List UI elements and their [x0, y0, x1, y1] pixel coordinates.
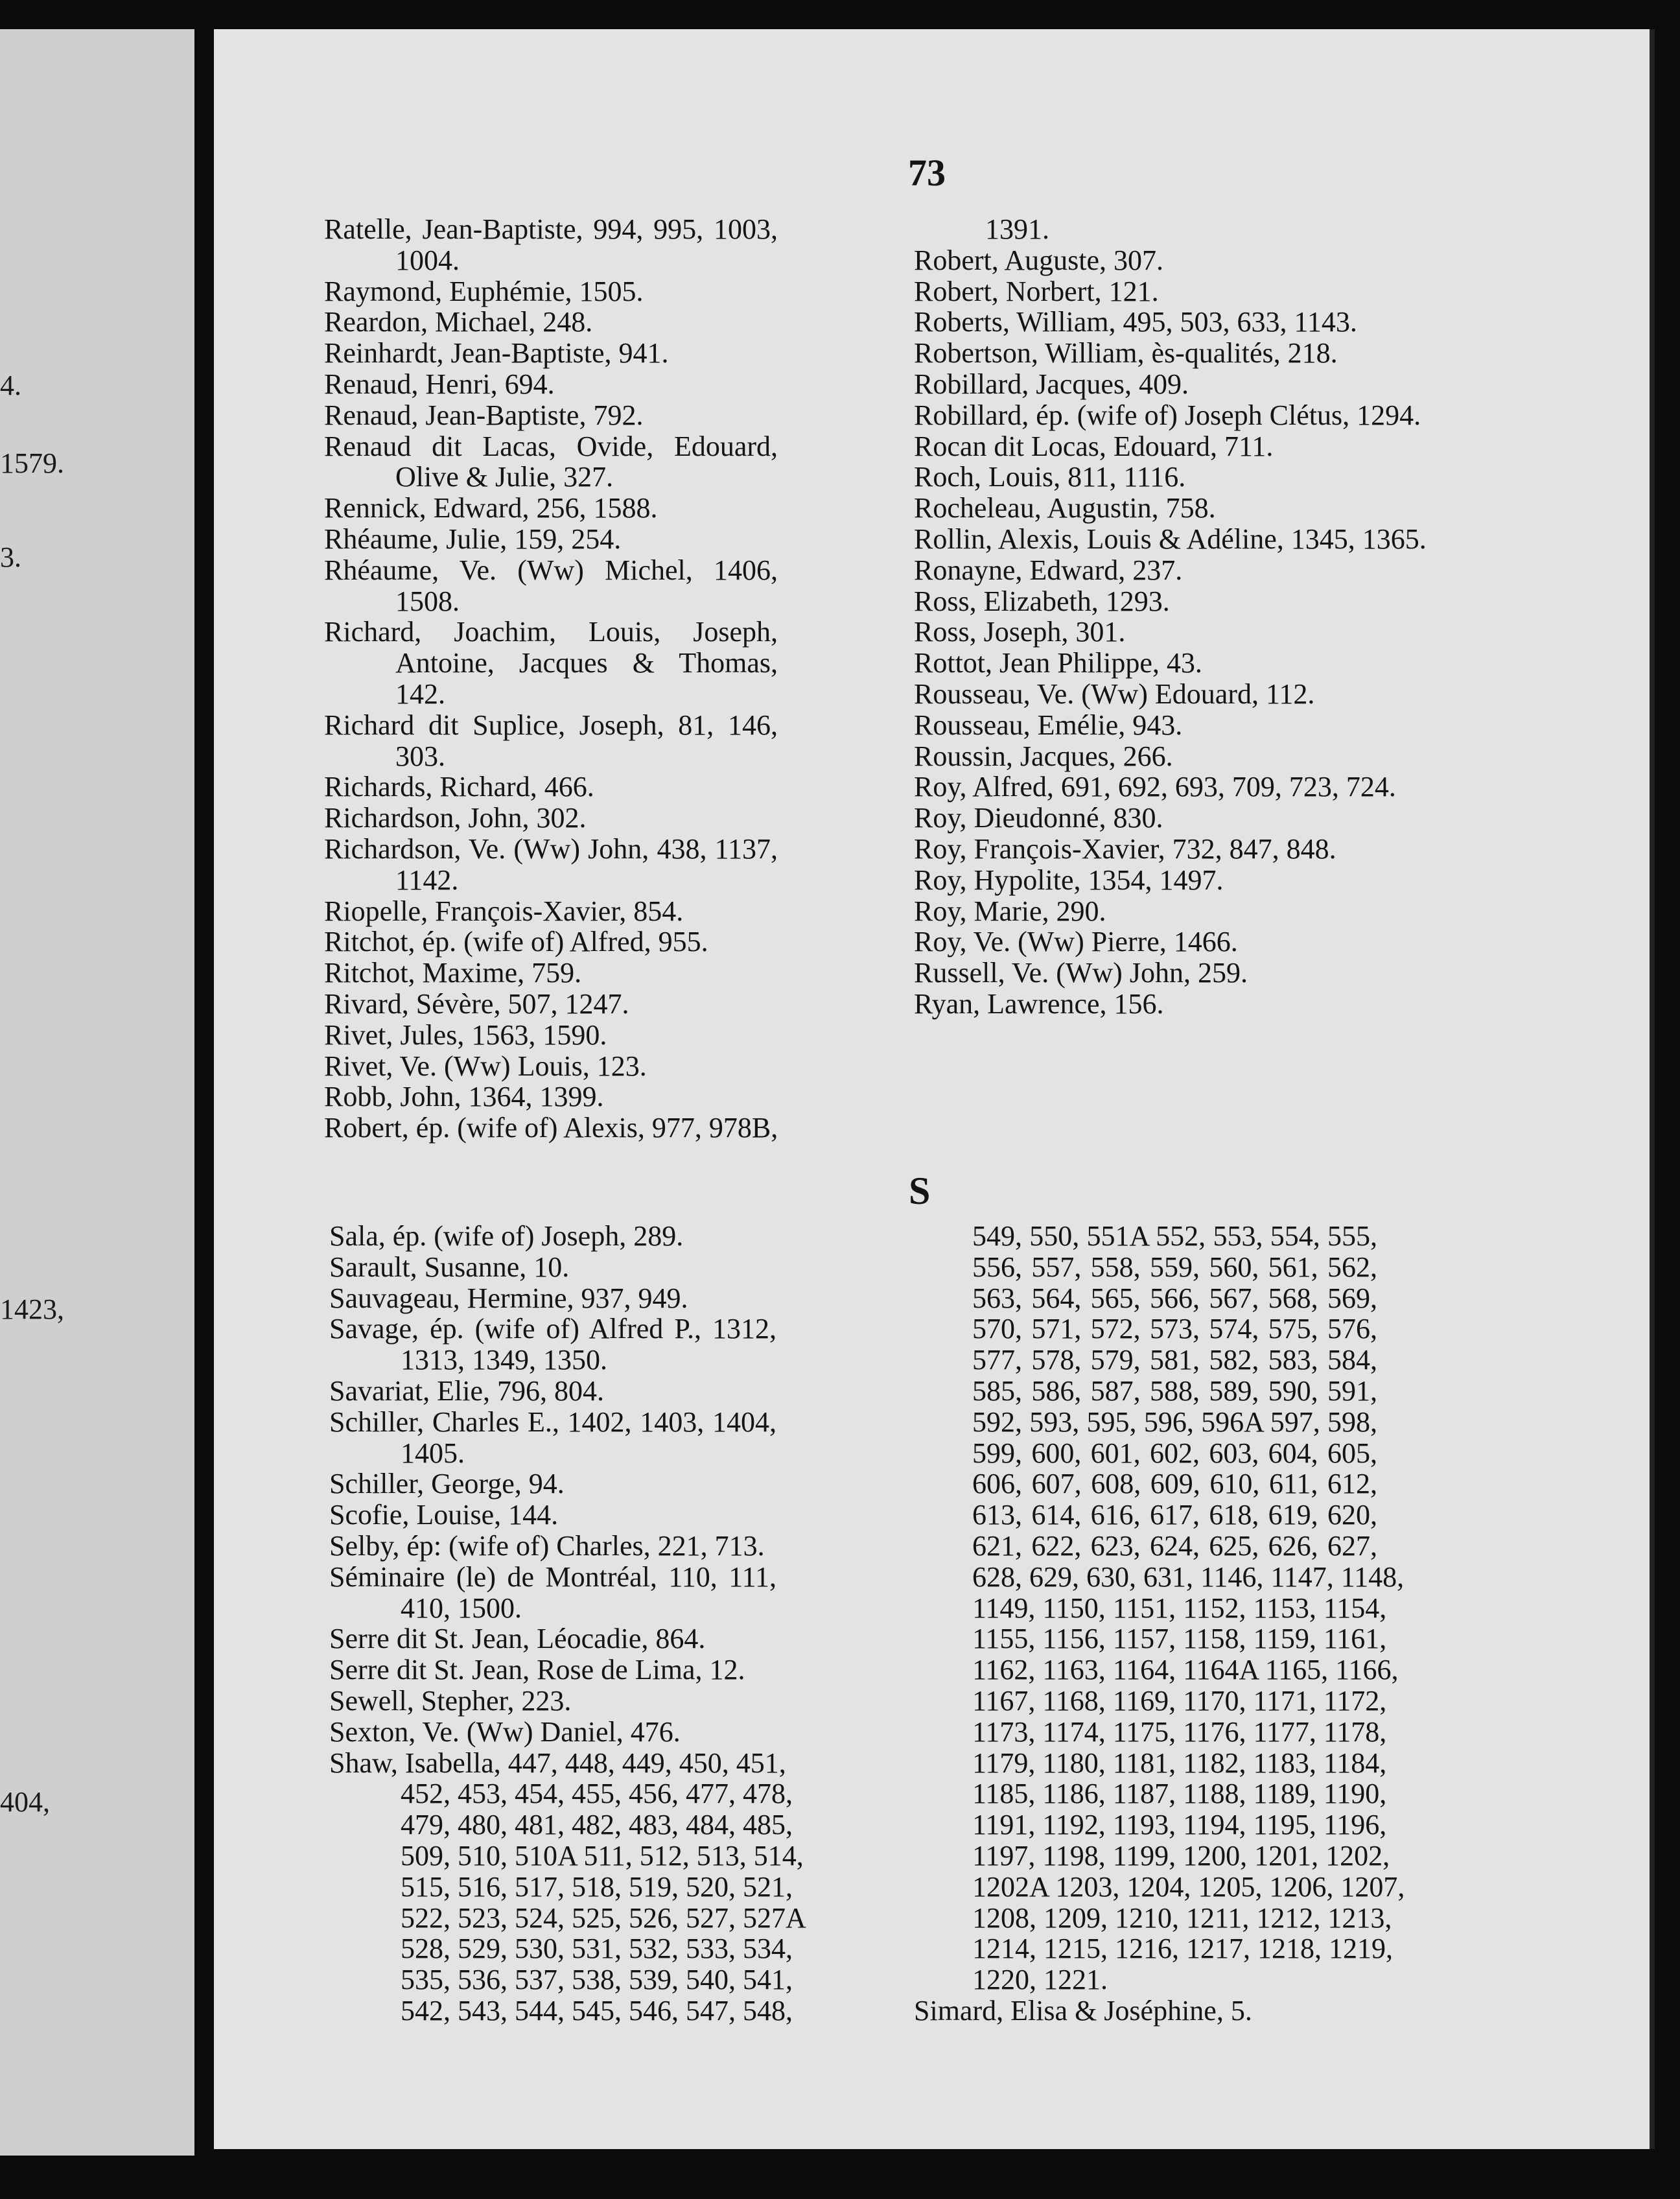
adjacent-fragment: 1423, [0, 1293, 64, 1325]
number-line: 1202A 1203, 1204, 1205, 1206, 1207, [972, 1870, 1405, 1903]
index-entry: Raymond, Euphémie, 1505. [324, 275, 644, 307]
number-line: 585, 586, 587, 588, 589, 590, 591, [972, 1374, 1377, 1407]
index-entry: Ross, Joseph, 301. [914, 616, 1126, 648]
index-entry: Richardson, Ve. (Ww) John, 438, 1137, 1142. [324, 832, 778, 896]
index-entry: Roy, François-Xavier, 732, 847, 848. [914, 832, 1336, 865]
index-entry: Rennick, Edward, 256, 1588. [324, 492, 658, 524]
index-entry: Rottot, Jean Philippe, 43. [914, 647, 1202, 679]
index-entry-continuation: 1391. [985, 213, 1049, 245]
number-line: 549, 550, 551A 552, 553, 554, 555, [972, 1220, 1377, 1252]
number-line: 1214, 1215, 1216, 1217, 1218, 1219, [972, 1933, 1393, 1965]
right-column-s-entries [914, 1220, 1405, 2027]
index-entry: Ratelle, Jean-Baptiste, 994, 995, 1003, 1004. [324, 213, 778, 276]
number-line: 570, 571, 572, 573, 574, 575, 576, [972, 1313, 1377, 1345]
number-line: 1167, 1168, 1169, 1170, 1171, 1172, [972, 1684, 1387, 1717]
left-column-r-entries [324, 214, 778, 1144]
adjacent-fragment: 3. [0, 541, 21, 573]
number-line: 542, 543, 544, 545, 546, 547, 548, [401, 1994, 793, 2027]
index-entry: Rollin, Alexis, Louis & Adéline, 1345, 1365. [914, 523, 1427, 555]
index-entry: Renaud, Henri, 694. [324, 368, 555, 400]
index-entry: Rivet, Jules, 1563, 1590. [324, 1018, 607, 1051]
index-entry: Sarault, Susanne, 10. [329, 1251, 570, 1283]
adjacent-fragment: 404, [0, 1786, 50, 1818]
index-entry: Robert, Norbert, 121. [914, 275, 1159, 307]
index-page [214, 29, 1655, 2149]
number-line: 556, 557, 558, 559, 560, 561, 562, [972, 1251, 1377, 1283]
index-entry: Renaud, Jean-Baptiste, 792. [324, 399, 644, 431]
index-entry: Roch, Louis, 811, 1116. [914, 461, 1186, 493]
number-line: 1185, 1186, 1187, 1188, 1189, 1190, [972, 1778, 1387, 1810]
index-entry: Schiller, George, 94. [329, 1468, 565, 1500]
index-entry: Richardson, John, 302. [324, 802, 587, 834]
index-entry: Sauvageau, Hermine, 937, 949. [329, 1282, 688, 1314]
index-entry: Riopelle, François-Xavier, 854. [324, 895, 684, 927]
index-entry: Roy, Ve. (Ww) Pierre, 1466. [914, 926, 1238, 958]
index-entry: Schiller, Charles E., 1402, 1403, 1404, 1405. [329, 1405, 776, 1469]
index-entry: Robillard, ép. (wife of) Joseph Clétus, 1294. [914, 399, 1421, 431]
index-entry: Richard dit Suplice, Joseph, 81, 146, 303. [324, 709, 778, 772]
index-entry: Reardon, Michael, 248. [324, 306, 593, 338]
index-entry: Roy, Dieudonné, 830. [914, 802, 1163, 834]
adjacent-fragment: 4. [0, 370, 21, 401]
index-entry: Robert, Auguste, 307. [914, 244, 1163, 276]
number-line: 1162, 1163, 1164, 1164A 1165, 1166, [972, 1654, 1399, 1686]
index-entry: Rhéaume, Julie, 159, 254. [324, 523, 622, 555]
index-entry: Robb, John, 1364, 1399. [324, 1081, 604, 1113]
index-entry: Ronayne, Edward, 237. [914, 554, 1183, 586]
index-entry: Robillard, Jacques, 409. [914, 368, 1189, 400]
index-entry: Serre dit St. Jean, Léocadie, 864. [329, 1623, 706, 1655]
number-line: 621, 622, 623, 624, 625, 626, 627, [972, 1529, 1377, 1562]
index-entry: Simard, Elisa & Joséphine, 5. [914, 1994, 1252, 2027]
index-entry: Richard, Joachim, Louis, Joseph, Antoine, Jacques & Thomas, 142. [324, 616, 778, 710]
shaw-numbers-left [329, 1778, 806, 2027]
index-entry: Ritchot, Maxime, 759. [324, 957, 582, 989]
number-line: 452, 453, 454, 455, 456, 477, 478, [401, 1778, 793, 1810]
index-entry: Rocan dit Locas, Edouard, 711. [914, 430, 1274, 462]
binding-gutter [194, 0, 214, 2199]
index-entry: Robertson, William, ès-qualités, 218. [914, 337, 1338, 370]
index-entry: Roussin, Jacques, 266. [914, 740, 1173, 772]
number-line: 535, 536, 537, 538, 539, 540, 541, [401, 1964, 793, 1996]
number-line: 1220, 1221. [972, 1964, 1108, 1996]
index-entry: Rhéaume, Ve. (Ww) Michel, 1406, 1508. [324, 554, 778, 617]
adjacent-fragment: 1579. [0, 447, 64, 479]
index-entry: Rivet, Ve. (Ww) Louis, 123. [324, 1050, 647, 1082]
number-line: 613, 614, 616, 617, 618, 619, 620, [972, 1499, 1377, 1531]
index-entry: Sexton, Ve. (Ww) Daniel, 476. [329, 1715, 681, 1748]
index-entry: Renaud dit Lacas, Ovide, Edouard, Olive & Julie, 327. [324, 430, 778, 493]
index-entry: Rocheleau, Augustin, 758. [914, 492, 1216, 524]
page-number: 73 [908, 152, 946, 194]
number-line: 577, 578, 579, 581, 582, 583, 584, [972, 1344, 1377, 1376]
index-entry: Serre dit St. Jean, Rose de Lima, 12. [329, 1654, 745, 1686]
index-entry: Reinhardt, Jean-Baptiste, 941. [324, 337, 669, 370]
number-line: 479, 480, 481, 482, 483, 484, 485, [401, 1809, 793, 1841]
number-line: 592, 593, 595, 596, 596A 597, 598, [972, 1405, 1377, 1438]
index-entry: Rousseau, Ve. (Ww) Edouard, 112. [914, 677, 1315, 710]
left-column-s-entries [329, 1220, 806, 2027]
index-entry: Richards, Richard, 466. [324, 771, 594, 803]
number-line: 515, 516, 517, 518, 519, 520, 521, [401, 1870, 793, 1903]
index-entry: Savage, ép. (wife of) Alfred P., 1312, 1313, 1349, 1350. [329, 1313, 776, 1376]
index-entry: Séminaire (le) de Montréal, 110, 111, 410, 1500. [329, 1560, 776, 1624]
index-entry: Roy, Hypolite, 1354, 1497. [914, 864, 1224, 896]
number-line: 528, 529, 530, 531, 532, 533, 534, [401, 1933, 793, 1965]
number-line: 1155, 1156, 1157, 1158, 1159, 1161, [972, 1623, 1387, 1655]
index-entry: Roy, Marie, 290. [914, 895, 1106, 927]
index-entry: Ross, Elizabeth, 1293. [914, 585, 1170, 617]
number-line: 522, 523, 524, 525, 526, 527, 527A [401, 1901, 806, 1934]
index-entry: Robert, ép. (wife of) Alexis, 977, 978B, [324, 1112, 778, 1144]
index-entry: Selby, ép: (wife of) Charles, 221, 713. [329, 1529, 765, 1562]
number-line: 599, 600, 601, 602, 603, 604, 605, [972, 1437, 1377, 1469]
right-column-r-entries [914, 213, 1427, 1020]
number-line: 509, 510, 510A 511, 512, 513, 514, [401, 1839, 804, 1872]
index-entry: Sala, ép. (wife of) Joseph, 289. [329, 1220, 684, 1252]
index-entry: Rivard, Sévère, 507, 1247. [324, 987, 629, 1020]
index-entry: Rousseau, Emélie, 943. [914, 709, 1183, 741]
number-line: 1208, 1209, 1210, 1211, 1212, 1213, [972, 1901, 1392, 1934]
number-line: 1191, 1192, 1193, 1194, 1195, 1196, [972, 1809, 1387, 1841]
index-entry: Ritchot, ép. (wife of) Alfred, 955. [324, 926, 708, 958]
number-line: 1173, 1174, 1175, 1176, 1177, 1178, [972, 1715, 1387, 1748]
number-line: 1197, 1198, 1199, 1200, 1201, 1202, [972, 1839, 1390, 1872]
number-line: 1179, 1180, 1181, 1182, 1183, 1184, [972, 1746, 1387, 1779]
index-entry: Roberts, William, 495, 503, 633, 1143. [914, 306, 1357, 338]
index-entry: Sewell, Stepher, 223. [329, 1684, 572, 1717]
number-line: 628, 629, 630, 631, 1146, 1147, 1148, [972, 1560, 1405, 1593]
index-entry: Savariat, Elie, 796, 804. [329, 1374, 605, 1407]
section-heading-letter: S [909, 1170, 931, 1212]
number-line: 1149, 1150, 1151, 1152, 1153, 1154, [972, 1592, 1387, 1624]
index-entry: Roy, Alfred, 691, 692, 693, 709, 723, 724. [914, 771, 1396, 803]
number-line: 606, 607, 608, 609, 610, 611, 612, [972, 1468, 1377, 1500]
adjacent-page-strip [0, 29, 194, 2156]
index-entry: Ryan, Lawrence, 156. [914, 987, 1164, 1020]
number-line: 563, 564, 565, 566, 567, 568, 569, [972, 1282, 1377, 1314]
index-entry: Scofie, Louise, 144. [329, 1499, 559, 1531]
index-entry: Shaw, Isabella, 447, 448, 449, 450, 451, [329, 1746, 786, 1779]
index-entry: Russell, Ve. (Ww) John, 259. [914, 957, 1248, 989]
